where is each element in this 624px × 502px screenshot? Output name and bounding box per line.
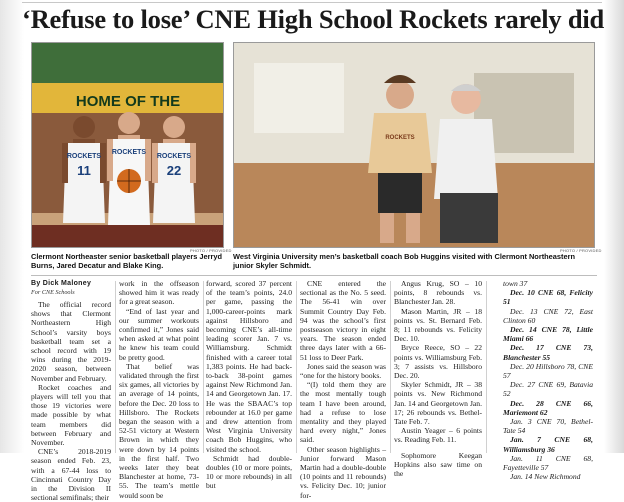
photo-three-players [31,42,224,248]
column-divider [115,281,116,453]
score-line: Jan. 3 CNE 70, Bethel-Tate 54 [503,417,593,436]
score-line: Dec. 28 CNE 66, Mariemont 62 [503,398,593,417]
article-column-5 [394,279,482,478]
svg-text:ROCKETS: ROCKETS [111,149,147,156]
score-line: Dec. 17 CNE 73, Blanchester 55 [503,343,593,362]
page-gutter-shadow [0,0,24,453]
paragraph: Jones said the season was “one for the history books. [300,361,386,381]
paragraph: Schmidt had double-doubles (10 or more points, 10 or more rebounds) in all but [206,453,292,491]
paragraph: Mason Martin, JR – 18 points vs. St. Bernard Feb. 8; 11 rebounds vs. Felicity Dec. 10. [394,306,482,344]
score-line: Jan. 14 New Richmond [510,472,581,482]
article-headline: ‘Refuse to lose’ CNE High School Rockets rarely did [22,4,605,34]
gym-banner-text: HOME OF THE [75,93,181,110]
paragraph: CNE’s 2018-2019 season ended Feb. 23, with a 67-44 loss to Cincinnati Country Day in the Division II sectional semifinals; their [31,447,111,502]
season-scores-column [503,279,593,481]
paragraph: work in the offseason showed him it was ready for a great season. [119,279,199,307]
svg-text:11: 11 [77,163,91,178]
score-line: Dec. 27 CNE 69, Batavia 52 [503,380,593,399]
score-line: Jan. 7 CNE 68, Williamsburg 36 [503,435,593,454]
svg-text:22: 22 [166,163,182,178]
byline-outlet: For CNE Schools [31,289,75,296]
svg-text:ROCKETS: ROCKETS [156,153,192,160]
photo-caption-right: West Virginia University men’s basketball coach Bob Huggins visited with Clermont Northeastern junior Skyler Schmidt. [233,252,575,270]
top-rule [22,2,602,3]
byline: By Dick Maloney [31,280,92,287]
photo-caption-left: Clermont Northeaster senior basketball players Jerryd Burns, Jared Decatur and Blake King. [31,252,222,270]
column-divider [390,281,391,453]
paragraph: Bryce Reece, SO – 22 points vs. Williamsburg Feb. 3; 7 assists vs. Hillsboro Dec. 20. [394,343,482,381]
score-line: Jan. 11 CNE 68, Fayetteville 57 [503,453,593,473]
coach-photo-illustration [234,43,595,248]
caption-divider [31,275,597,276]
page-edge-shadow [604,0,624,453]
score-line: Dec. 13 CNE 72, East Clinton 60 [503,306,593,325]
paragraph: Rocket coaches and players will tell you that those 19 victories were made possible by what team members did between February and November. [31,382,111,448]
paragraph: forward, scored 37 percent of the team’s points, 24.0 per game, passing the 1,000-career-points mark against Hillsboro and becoming CNE’s all-time leading scorer Jan. 7 vs. Williamsburg. Schmidt finished with a career total 1,383 points. He had back-to-back 38-point games against New Richmond Jan. 14 and Georgetown Jan. 17. He was the SBAAC’s top rebounder at 16.0 per game and drew attention from West Virginia University coach Bob Huggins, who visited the school. [206,279,292,454]
photo-coach-visit [233,42,595,248]
paragraph: Other season highlights – Junior forward Mason Martin had a double-double (10 points and 11 rebounds) vs. Felicity Dec. 10; junior for- [300,444,386,500]
column-divider [203,281,204,453]
article-column-2 [119,279,199,500]
photo-credit-right: PHOTO / PROVIDED [560,248,602,253]
score-line: Dec. 10 CNE 68, Felicity 51 [503,288,593,307]
score-line: Dec. 14 CNE 78, Little Miami 66 [503,325,593,344]
article-column-3 [206,279,292,491]
paragraph: “(I) told them they are the most mentally tough team I have been around, had a refuse to lose mentality and they played hard every night,” Jones said. [300,380,386,445]
column-divider [296,281,297,453]
players-photo-illustration [32,43,224,248]
photo-credit-left: PHOTO / PROVIDED [190,248,232,253]
column-divider [486,281,487,453]
score-line: Dec. 20 Hillsboro 78, CNE 57 [503,361,593,381]
svg-text:ROCKETS: ROCKETS [385,135,415,141]
paragraph: The official record shows that Clermont Northeastern High School’s varsity boys basketball team set a school record with 19 wins during the 2019-2020 season, between November and February. [31,300,111,383]
paragraph: “End of last year and our summer workouts confirmed it,” Jones said when asked at what point he knew his team could be pretty good. [119,306,199,362]
paragraph: CNE entered the sectional as the No. 5 seed. The 56-41 win over Summit Country Day Feb. 94 was the school’s first postseason victory in eight years. The season ended three days later with a 66-51 loss to Deer Park. [300,279,386,362]
paragraph: Skyler Schmidt, JR – 38 points vs. New Richmond Jan. 14 and Georgetown Jan. 17; 26 rebounds vs. Bethel-Tate Feb. 7. [394,380,482,427]
paragraph: Austin Yeager – 6 points vs. Reading Feb. 11. [394,426,482,445]
paragraph: Angus Krug, SO – 10 points, 8 rebounds vs. Blanchester Jan. 28. [394,279,482,307]
paragraph: That belief was validated through the first six games, all victories by an average of 14 points, before the Dec. 20 loss to Hillsboro. The Rockets began the season with a 52-51 victory at Western Brown in which they were down by 14 points in the first half. Two weeks later they beat Blanchester at home, 73-55. The team’s mettle would soon be [119,361,199,500]
paragraph: Sophomore Keegan Hopkins also saw time on the [394,450,482,479]
article-column-1 [31,279,111,502]
score-line: town 37 [503,279,528,288]
photo-center-players-wide [224,42,232,248]
svg-text:ROCKETS: ROCKETS [66,153,102,160]
article-column-4 [300,279,386,500]
